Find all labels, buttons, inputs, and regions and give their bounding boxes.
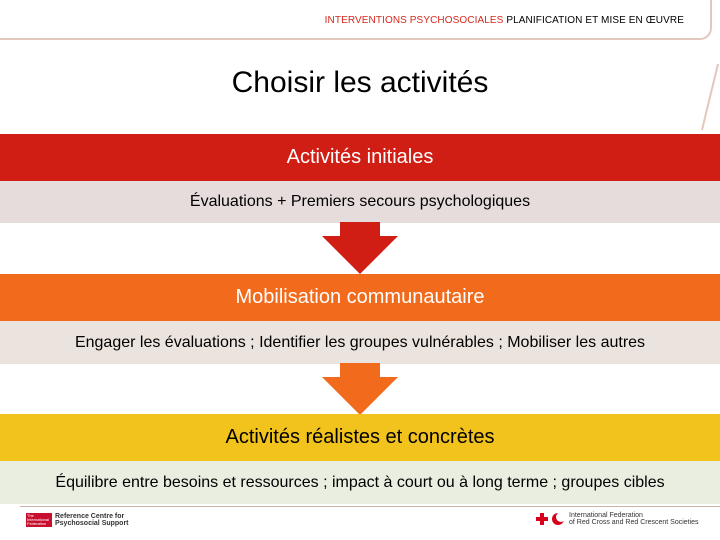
header-rest: PLANIFICATION ET MISE EN ŒUVRE [503, 15, 684, 26]
logo-left-line-1: Reference Centre for [55, 513, 125, 520]
red-crescent-icon [552, 513, 564, 525]
step-2-detail: Engager les évaluations ; Identifier les groupes vulnérables ; Mobiliser les autres [0, 321, 720, 364]
step-3-heading: Activités réalistes et concrètes [0, 414, 720, 461]
logo-right-line-2: of Red Cross and Red Crescent Societies [569, 519, 699, 526]
logo-left-line-2: Psychosocial Support [55, 520, 129, 527]
footer-divider [20, 506, 720, 507]
header-label [325, 15, 684, 26]
step-1-detail: Évaluations + Premiers secours psychologiques [0, 181, 720, 223]
logo-right-line-1: International Federation [569, 512, 643, 519]
step-1-heading: Activités initiales [0, 134, 720, 181]
step-2-heading: Mobilisation communautaire [0, 274, 720, 321]
header-accent: INTERVENTIONS PSYCHOSOCIALES [324, 15, 504, 26]
logo-box: The International Federation [26, 513, 52, 527]
red-cross-icon [535, 512, 549, 526]
down-arrow-icon [320, 222, 400, 274]
slide-title: Choisir les activités [231, 66, 489, 99]
down-arrow-icon [320, 363, 400, 415]
ifrc-logo [535, 512, 699, 526]
decorative-swoosh [698, 62, 720, 132]
reference-centre-logo [26, 513, 129, 527]
step-3-detail: Équilibre entre besoins et ressources ; impact à court ou à long terme ; groupes cibles [0, 461, 720, 504]
